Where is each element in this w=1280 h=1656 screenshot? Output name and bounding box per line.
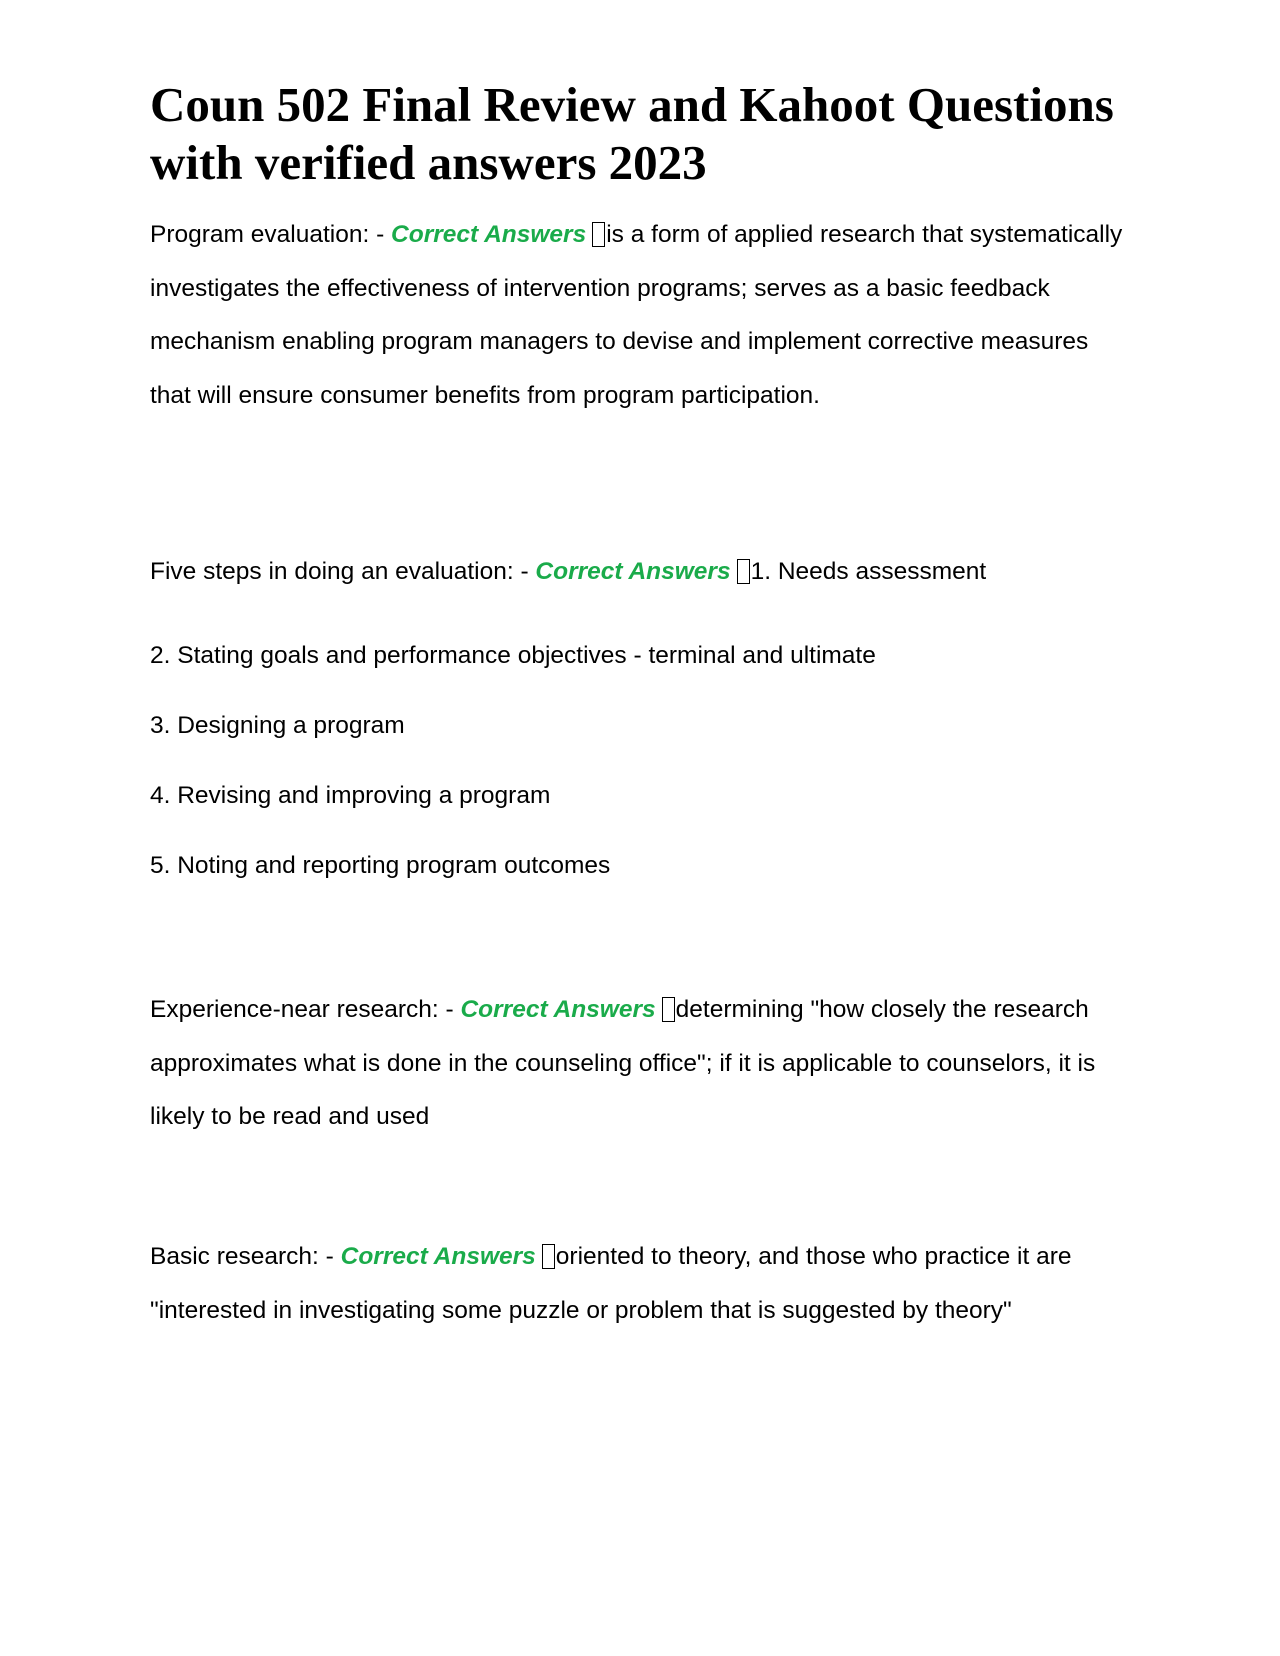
missing-glyph-icon	[662, 997, 675, 1022]
correct-answers-tag: Correct Answers	[340, 1243, 536, 1270]
missing-glyph-icon	[542, 1244, 555, 1269]
entry-basic-research	[150, 1230, 1130, 1337]
entry-program-evaluation	[150, 208, 1130, 422]
entry-definition: 1. Needs assessment	[750, 558, 987, 585]
correct-answers-tag: Correct Answers	[535, 558, 731, 585]
entry-definition: determining "how closely the research approximates what is done in the counseling office"; if it is applicable to counselors, it is likely to be read and used	[150, 996, 1096, 1130]
entry-definition: is a form of applied research that systematically investigates the effectiveness of intervention programs; serves as a basic feedback mechanism enabling program managers to devise and implement corrective measures that will ensure consumer benefits from program participation.	[150, 221, 1123, 409]
step-item: 3. Designing a program	[150, 712, 405, 739]
entry-term: Experience-near research: -	[150, 996, 461, 1023]
entry-term: Basic research: -	[150, 1243, 341, 1270]
step-item: 5. Noting and reporting program outcomes	[150, 852, 611, 879]
entry-term: Five steps in doing an evaluation: -	[150, 558, 536, 585]
entry-term: Program evaluation: -	[150, 221, 392, 248]
missing-glyph-icon	[592, 222, 605, 247]
correct-answers-tag: Correct Answers	[391, 221, 587, 248]
missing-glyph-icon	[737, 559, 750, 584]
correct-answers-tag: Correct Answers	[460, 996, 656, 1023]
step-item: 2. Stating goals and performance objectives - terminal and ultimate	[150, 642, 876, 669]
document-title: Coun 502 Final Review and Kahoot Questions with verified answers 2023	[150, 77, 1114, 190]
entry-experience-near-research	[150, 983, 1130, 1144]
entry-definition: oriented to theory, and those who practice it are "interested in investigating some puzzle or problem that is suggested by theory"	[150, 1243, 1072, 1324]
step-item: 4. Revising and improving a program	[150, 782, 551, 809]
entry-five-steps	[150, 545, 1130, 599]
